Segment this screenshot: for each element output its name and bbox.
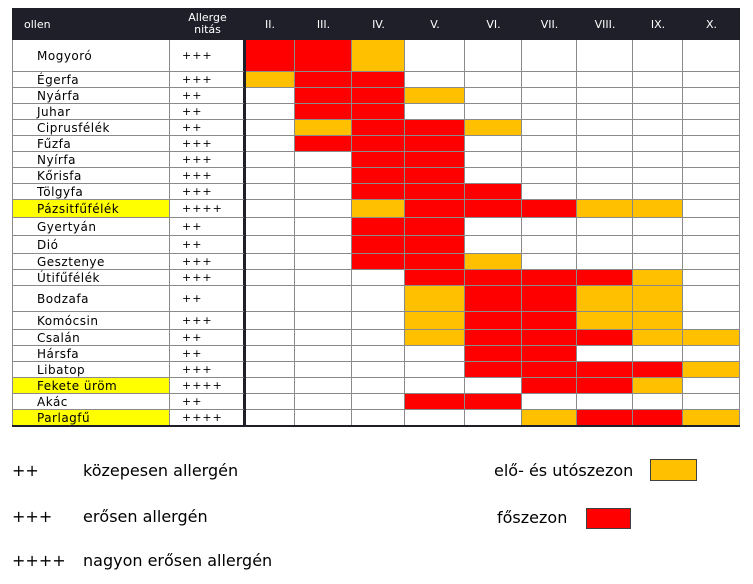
allergen-level: +++: [170, 72, 245, 88]
pollen-name: Fekete üröm: [12, 378, 170, 394]
season-cell: [295, 410, 352, 426]
season-cell: [405, 270, 465, 286]
season-cell: [522, 362, 577, 378]
allergen-level: +++: [170, 312, 245, 330]
season-cell: [245, 254, 295, 270]
pollen-name: Bodzafa: [12, 286, 170, 312]
season-cell: [633, 254, 683, 270]
allergen-level: +++: [170, 136, 245, 152]
season-cell: [405, 362, 465, 378]
legend-main-label: főszezon: [497, 508, 568, 527]
season-cell: [683, 104, 740, 120]
season-cell: [295, 168, 352, 184]
season-cell: [352, 312, 405, 330]
season-cell: [577, 152, 633, 168]
season-cell: [465, 394, 522, 410]
season-cell: [352, 136, 405, 152]
season-cell: [465, 410, 522, 426]
season-cell: [405, 410, 465, 426]
header-month: VII.: [522, 8, 577, 40]
season-cell: [633, 410, 683, 426]
season-cell: [683, 88, 740, 104]
season-cell: [522, 218, 577, 236]
pollen-name: Égerfa: [12, 72, 170, 88]
season-cell: [245, 378, 295, 394]
season-cell: [405, 104, 465, 120]
season-cell: [683, 218, 740, 236]
season-cell: [522, 330, 577, 346]
season-cell: [245, 330, 295, 346]
season-cell: [577, 104, 633, 120]
season-cell: [465, 236, 522, 254]
season-cell: [522, 410, 577, 426]
season-cell: [245, 346, 295, 362]
season-cell: [405, 378, 465, 394]
season-cell: [633, 394, 683, 410]
pollen-name: Dió: [12, 236, 170, 254]
allergen-level: +++: [170, 40, 245, 72]
season-cell: [245, 218, 295, 236]
allergen-level: ++: [170, 346, 245, 362]
season-cell: [245, 104, 295, 120]
season-cell: [352, 346, 405, 362]
season-cell: [465, 346, 522, 362]
legend-very-strong-symbol: ++++: [12, 551, 66, 570]
season-cell: [465, 312, 522, 330]
season-cell: [295, 184, 352, 200]
season-cell: [577, 410, 633, 426]
season-cell: [683, 168, 740, 184]
season-cell: [683, 312, 740, 330]
season-cell: [683, 286, 740, 312]
season-cell: [405, 40, 465, 72]
allergen-level: +++: [170, 362, 245, 378]
season-cell: [577, 394, 633, 410]
pollen-name: Hársfa: [12, 346, 170, 362]
season-cell: [352, 152, 405, 168]
season-cell: [522, 120, 577, 136]
allergen-level: ++++: [170, 410, 245, 426]
season-cell: [245, 362, 295, 378]
season-cell: [577, 254, 633, 270]
season-cell: [245, 152, 295, 168]
season-cell: [405, 346, 465, 362]
header-allergenicity-line2: nitás: [194, 23, 221, 36]
season-cell: [245, 88, 295, 104]
legend-strong-symbol: +++: [12, 507, 53, 526]
season-cell: [522, 104, 577, 120]
season-cell: [295, 218, 352, 236]
header-month: VIII.: [577, 8, 633, 40]
season-cell: [633, 330, 683, 346]
season-cell: [405, 120, 465, 136]
allergen-level: ++: [170, 236, 245, 254]
season-cell: [352, 362, 405, 378]
pollen-name: Tölgyfa: [12, 184, 170, 200]
allergen-level: ++: [170, 218, 245, 236]
season-cell: [405, 330, 465, 346]
legend-pre-post-label: elő- és utószezon: [494, 461, 634, 480]
season-cell: [465, 378, 522, 394]
season-cell: [295, 88, 352, 104]
season-cell: [405, 72, 465, 88]
header-month: IV.: [352, 8, 405, 40]
season-cell: [295, 136, 352, 152]
season-cell: [295, 394, 352, 410]
season-cell: [352, 270, 405, 286]
season-cell: [633, 72, 683, 88]
season-cell: [352, 184, 405, 200]
season-cell: [245, 394, 295, 410]
season-cell: [633, 184, 683, 200]
season-cell: [633, 200, 683, 218]
season-cell: [245, 200, 295, 218]
season-cell: [465, 152, 522, 168]
header-allergenicity-line1: Allerge: [188, 11, 227, 24]
season-cell: [465, 270, 522, 286]
season-cell: [465, 88, 522, 104]
season-cell: [295, 236, 352, 254]
season-cell: [683, 270, 740, 286]
allergen-level: ++: [170, 120, 245, 136]
legend-very-strong-label: nagyon erősen allergén: [83, 551, 273, 570]
legend-moderate-symbol: ++: [12, 461, 39, 480]
season-cell: [522, 394, 577, 410]
season-cell: [352, 88, 405, 104]
season-cell: [522, 88, 577, 104]
allergen-level: +++: [170, 152, 245, 168]
season-cell: [295, 254, 352, 270]
season-cell: [352, 286, 405, 312]
season-cell: [522, 236, 577, 254]
allergen-level: ++++: [170, 200, 245, 218]
season-cell: [683, 40, 740, 72]
pollen-name: Pázsitfűfélék: [12, 200, 170, 218]
pollen-name: Parlagfű: [12, 410, 170, 426]
season-cell: [633, 312, 683, 330]
season-cell: [465, 72, 522, 88]
season-cell: [405, 88, 465, 104]
season-cell: [352, 200, 405, 218]
season-cell: [405, 286, 465, 312]
table-bottom-border: [12, 425, 740, 427]
season-cell: [352, 410, 405, 426]
season-cell: [683, 254, 740, 270]
header-month: VI.: [465, 8, 522, 40]
pollen-name: Nyírfa: [12, 152, 170, 168]
pollen-name: Akác: [12, 394, 170, 410]
season-cell: [245, 72, 295, 88]
header-allergenicity: [170, 8, 245, 40]
season-cell: [577, 362, 633, 378]
legend-main-swatch: [586, 508, 631, 529]
season-cell: [245, 286, 295, 312]
season-cell: [405, 168, 465, 184]
header-month: X.: [683, 8, 740, 40]
season-cell: [683, 136, 740, 152]
season-cell: [522, 286, 577, 312]
season-cell: [295, 330, 352, 346]
pollen-name: Mogyoró: [12, 40, 170, 72]
season-cell: [405, 236, 465, 254]
season-cell: [352, 104, 405, 120]
pollen-name: Komócsin: [12, 312, 170, 330]
season-cell: [577, 218, 633, 236]
season-cell: [633, 362, 683, 378]
allergen-level: ++: [170, 394, 245, 410]
season-cell: [577, 120, 633, 136]
season-cell: [522, 254, 577, 270]
season-cell: [683, 152, 740, 168]
pollen-name: Juhar: [12, 104, 170, 120]
season-cell: [522, 72, 577, 88]
season-cell: [465, 218, 522, 236]
header-month: IX.: [633, 8, 683, 40]
season-cell: [522, 200, 577, 218]
season-cell: [683, 410, 740, 426]
season-cell: [633, 286, 683, 312]
season-cell: [245, 410, 295, 426]
season-cell: [522, 136, 577, 152]
season-cell: [295, 286, 352, 312]
season-cell: [522, 152, 577, 168]
season-cell: [352, 218, 405, 236]
season-cell: [577, 184, 633, 200]
season-cell: [352, 254, 405, 270]
allergen-level: ++: [170, 104, 245, 120]
season-cell: [577, 346, 633, 362]
season-cell: [633, 236, 683, 254]
season-cell: [245, 136, 295, 152]
allergen-level: +++: [170, 184, 245, 200]
legend-moderate-label: közepesen allergén: [83, 461, 239, 480]
allergen-level: +++: [170, 254, 245, 270]
season-cell: [405, 184, 465, 200]
season-cell: [405, 200, 465, 218]
season-cell: [633, 136, 683, 152]
season-cell: [577, 330, 633, 346]
season-cell: [522, 312, 577, 330]
season-cell: [245, 40, 295, 72]
season-cell: [245, 270, 295, 286]
season-cell: [683, 200, 740, 218]
season-cell: [245, 312, 295, 330]
season-cell: [245, 184, 295, 200]
months-divider: [244, 8, 246, 426]
season-cell: [577, 236, 633, 254]
season-cell: [633, 378, 683, 394]
season-cell: [245, 236, 295, 254]
season-cell: [465, 168, 522, 184]
season-cell: [683, 330, 740, 346]
season-cell: [683, 72, 740, 88]
season-cell: [465, 184, 522, 200]
season-cell: [577, 168, 633, 184]
season-cell: [522, 378, 577, 394]
season-cell: [405, 152, 465, 168]
season-cell: [577, 312, 633, 330]
season-cell: [577, 286, 633, 312]
season-cell: [405, 136, 465, 152]
header-pollen: ollen: [12, 8, 170, 40]
season-cell: [295, 120, 352, 136]
season-cell: [352, 236, 405, 254]
season-cell: [465, 40, 522, 72]
season-cell: [295, 362, 352, 378]
season-cell: [633, 152, 683, 168]
season-cell: [577, 136, 633, 152]
header-month: II.: [245, 8, 295, 40]
season-cell: [633, 40, 683, 72]
season-cell: [465, 136, 522, 152]
season-cell: [633, 270, 683, 286]
season-cell: [295, 104, 352, 120]
pollen-name: Fűzfa: [12, 136, 170, 152]
season-cell: [522, 40, 577, 72]
season-cell: [405, 218, 465, 236]
allergen-level: +++: [170, 168, 245, 184]
season-cell: [633, 88, 683, 104]
season-cell: [683, 184, 740, 200]
allergen-level: ++: [170, 330, 245, 346]
allergen-level: ++++: [170, 378, 245, 394]
pollen-name: Libatop: [12, 362, 170, 378]
pollen-name: Ciprusfélék: [12, 120, 170, 136]
season-cell: [295, 152, 352, 168]
season-cell: [352, 120, 405, 136]
season-cell: [522, 270, 577, 286]
season-cell: [295, 40, 352, 72]
season-cell: [352, 378, 405, 394]
season-cell: [577, 378, 633, 394]
allergen-level: ++: [170, 88, 245, 104]
season-cell: [522, 168, 577, 184]
season-cell: [295, 200, 352, 218]
pollen-name: Gyertyán: [12, 218, 170, 236]
season-cell: [633, 168, 683, 184]
pollen-name: Nyárfa: [12, 88, 170, 104]
legend-strong-label: erősen allergén: [83, 507, 208, 526]
season-cell: [295, 346, 352, 362]
season-cell: [465, 254, 522, 270]
season-cell: [465, 286, 522, 312]
season-cell: [295, 270, 352, 286]
header-month: V.: [405, 8, 465, 40]
season-cell: [465, 200, 522, 218]
season-cell: [405, 254, 465, 270]
season-cell: [465, 330, 522, 346]
season-cell: [405, 394, 465, 410]
season-cell: [633, 346, 683, 362]
season-cell: [683, 362, 740, 378]
season-cell: [295, 72, 352, 88]
pollen-name: Kőrisfa: [12, 168, 170, 184]
season-cell: [683, 346, 740, 362]
allergen-level: ++: [170, 286, 245, 312]
season-cell: [352, 330, 405, 346]
legend-pre-post-swatch: [650, 459, 697, 481]
season-cell: [633, 104, 683, 120]
season-cell: [683, 236, 740, 254]
pollen-name: Útifűfélék: [12, 270, 170, 286]
season-cell: [465, 120, 522, 136]
season-cell: [577, 72, 633, 88]
season-cell: [577, 270, 633, 286]
season-cell: [295, 312, 352, 330]
season-cell: [577, 88, 633, 104]
season-cell: [352, 168, 405, 184]
season-cell: [245, 168, 295, 184]
season-cell: [352, 72, 405, 88]
season-cell: [465, 104, 522, 120]
season-cell: [683, 120, 740, 136]
allergen-level: +++: [170, 270, 245, 286]
pollen-name: Csalán: [12, 330, 170, 346]
season-cell: [405, 312, 465, 330]
season-cell: [352, 40, 405, 72]
season-cell: [577, 200, 633, 218]
season-cell: [683, 394, 740, 410]
season-cell: [352, 394, 405, 410]
header-month: III.: [295, 8, 352, 40]
season-cell: [522, 346, 577, 362]
season-cell: [465, 362, 522, 378]
season-cell: [245, 120, 295, 136]
season-cell: [683, 378, 740, 394]
season-cell: [295, 378, 352, 394]
season-cell: [577, 40, 633, 72]
pollen-name: Gesztenye: [12, 254, 170, 270]
season-cell: [633, 120, 683, 136]
season-cell: [633, 218, 683, 236]
season-cell: [522, 184, 577, 200]
